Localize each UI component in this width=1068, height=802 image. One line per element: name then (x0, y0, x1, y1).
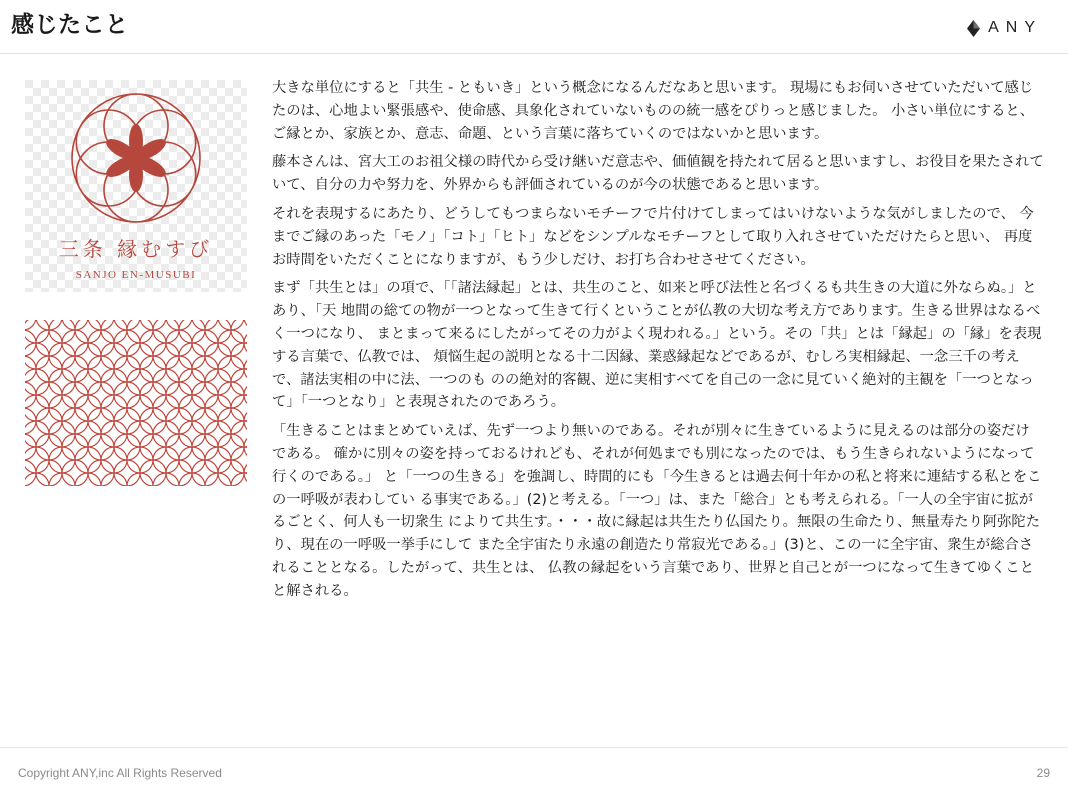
paragraph: まず「共生とは」の項で、「「諸法縁起」とは、共生のこと、如来と呼び法性と名づくるも共生きの大道に外ならぬ。」とあり、「天 地間の総ての物が一つとなって生きて行くということが仏教の大切な考え方であります。生きる世界はなるべく一つになり、 まとまって来るにしたがってその力がよく現われる。」という。その「共」とは「縁起」の「縁」を表現する言葉で、仏教では、 煩悩生起の説明となる十二因縁、業惑縁起などであるが、むしろ実相縁起、一念三千の考えで、諸法実相の中に法、一つのも のの絶対的客観、逆に実相すべてを自己の一念に見ていく絶対的主観を「一つとなって」「一つとなり」と表現されたのであろう。 (272, 280, 1042, 411)
footer (0, 747, 1068, 802)
paragraph: それを表現するにあたり、どうしてもつまらないモチーフで片付けてしまってはいけないような気がしましたので、 今までご縁のあった「モノ」「コト」「ヒト」などをシンプルなモチーフとして取り入れさせていただけたらと思い、 再度お時間をいただくことになりますが、もう少しだけ、お打ち合わせさせてください。 (272, 205, 1034, 268)
sanjo-en-musubi-logo-image (25, 80, 247, 292)
diamond-icon (967, 20, 980, 37)
logo-en-text: SANJO EN-MUSUBI (75, 269, 197, 281)
shippo-pattern-image (25, 320, 247, 486)
page-number: 29 (1036, 766, 1050, 780)
header (0, 0, 1068, 54)
brand-logo (967, 18, 1042, 38)
paragraph: 藤本さんは、宮大工のお祖父様の時代から受け継いだ意志や、価値観を持たれて居ると思いますし、お役目を果たされていて、自分の力や努力を、外界からも評価されているのが今の状態であると思います。 (272, 154, 1044, 194)
logo-jp-text: 三条 縁むすび (58, 237, 214, 261)
body-text (272, 77, 1044, 609)
paragraph: 大きな単位にすると「共生 - ともいき」という概念になるんだなあと思います。 現場にもお伺いさせていただいて感じたのは、心地よい緊張感や、使命感、具象化されていないものの統一感をぴりっと感じました。 小さい単位にすると、ご縁とか、家族とか、意志、命題、という言葉に落ちていくのではないかと思います。 (272, 80, 1034, 142)
page-title: 感じたこと (11, 12, 129, 38)
paragraph: 「生きることはまとめていえば、先ず一つより無いのである。それが別々に生きているように見えるのは部分の姿だけである。 確かに別々の姿を持っておるけれども、それが何処までも別になったのでは、もう生きられないようになって行くのである。」 と「一つの生きる」を強調し、時間的にも「今生きるとは過去何十年かの私と将来に連結する私とをこの一呼吸が表わしてい る事実である。」(2)と考える。「一つ」は、また「総合」とも考えられる。「一人の全宇宙に拡がるごとく、何人も一切衆生 によりて共生す。・・・故に縁起は共生たり仏国たり。無限の生命たり、無量寿たり阿弥陀たり、現在の一呼吸一挙手にして また全宇宙たり永遠の創造たり常寂光である。」(3)と、この一に全宇宙、衆生が総合されることとなる。したがって、共生とは、 仏教の縁起をいう言葉であり、世界と自己とが一つになって生きてゆくことと解される。 (272, 423, 1042, 599)
copyright-text: Copyright ANY,inc All Rights Reserved (18, 766, 222, 780)
brand-name: ANY (988, 19, 1042, 36)
